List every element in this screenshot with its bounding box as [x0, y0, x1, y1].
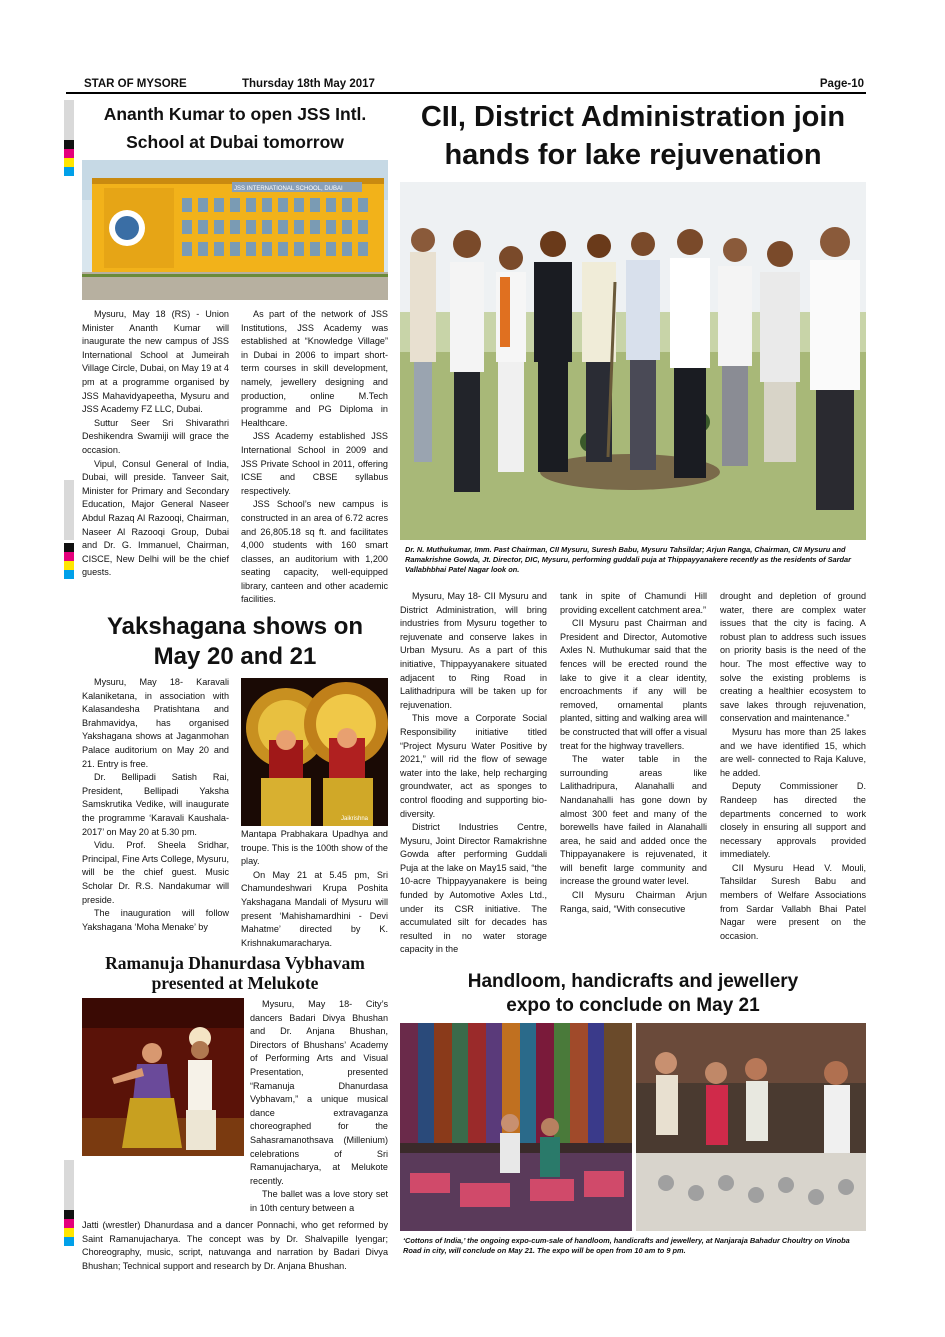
- paragraph: Mysuru, May 18- City’s dancers Badari Divya Bhushan and Dr. Anjana Bhushan, Directors of Bhushans’ Academy of Performing Arts and Visual Presentation, presented “Ramanuja Dhanurdasa Vybhavam,” a unique musical dance extravaganza choreographed for the Sahasramanothsava (Millenium) celebrations of Sri Ramanujacharya, at Melukote recently.: [250, 999, 388, 1186]
- handloom-headline: [400, 970, 866, 1018]
- jss-school-photo: [82, 160, 388, 300]
- paragraph: Mysuru has more than 25 lakes and we have identified 15, which are well- connected to Raja Kaluve, he added.: [720, 726, 866, 778]
- paragraph: Jatti (wrestler) Dhanurdasa and a dancer Ponnachi, who get reformed by Saint Ramanujacharya. The concept was by Dr. Shalvapille Iyengar; Choreography, music, script, natuvanga and narration by Badari Divya Bhushan; Technical support and research by Dr. Anjana Bhushan.: [82, 1220, 388, 1271]
- headline-line: School at Dubai tomorrow: [126, 132, 344, 152]
- paragraph: As part of the network of JSS Institutions, JSS Academy was established at “Knowledge Village” in Dubai in 2006 to impart short-term courses in skill development, namely, jewellery designing and production, online M.Tech programme and PG Diploma in Healthcare.: [241, 309, 388, 428]
- paragraph: tank in spite of Chamundi Hill providing excellent catchment area.”: [560, 591, 707, 615]
- paragraph: Deputy Commissioner D. Randeep has directed the departments concerned to work closely in ensuring all support and necessary approvals provided immediately.: [720, 781, 866, 860]
- headline-line: Ananth Kumar to open JSS Intl.: [103, 104, 367, 124]
- paragraph: JSS School’s new campus is constructed in an area of 6.72 acres and 26,805.18 sq ft. and facilitates 4,000 students with 160 smart classes, an auditorium with 1,200 seating capacity, well-equipped library, canteen and other academic facilities.: [241, 499, 388, 605]
- paragraph: This move a Corporate Social Responsibility initiative titled “Project Mysuru Water Positive by 2021,” will rid the flow of sewage water into the lake, help recharging groundwater, act as sponges to control flooding and supporting bio-diversity.: [400, 713, 547, 819]
- paragraph: JSS Academy established JSS International School in 2009 and JSS Private School in 2011, offering ICSE and CBSE syllabus respectively.: [241, 431, 388, 496]
- paragraph: Mysuru, May 18- Karavali Kalaniketana, in association with Kalasandesha Pratishtana and Brahmavidya, has organised Yakshagana shows at Jaganmohan Palace auditorium on May 20 and 21. Entry is free.: [82, 677, 229, 769]
- paragraph: Mantapa Prabhakara Upadhya and troupe. This is the 100th show of the play.: [241, 829, 388, 867]
- cii-headline: [400, 98, 866, 174]
- registration-marks-middle: [64, 543, 74, 579]
- headline-line: hands for lake rejuvenation: [444, 139, 822, 171]
- paragraph: District Industries Centre, Mysuru, Joint Director Ramakrishne Gowda after performing Guddali Puja at the lake on May15 said, “the 10-acre Thippayyanakere is being funded by Automotive Axles Ltd., under its CSR initiative. The accumulated silt for decades has resulted in no water storage capacity in the: [400, 822, 547, 955]
- print-margin-bar: [64, 100, 74, 140]
- headline-line: May 20 and 21: [153, 643, 317, 670]
- registration-marks-bottom: [64, 1210, 74, 1246]
- yakshagana-headline: [82, 612, 388, 672]
- cii-article-col2: [560, 590, 707, 916]
- headline-line: CII, District Administration join: [420, 101, 846, 133]
- yakshagana-article-col2: [241, 828, 388, 950]
- headline-line: presented at Melukote: [151, 973, 319, 993]
- jss-article-col1: [82, 308, 229, 580]
- headline-line: Handloom, handicrafts and jewellery: [467, 971, 799, 992]
- paragraph: drought and depletion of ground water, there are complex water issues that the city is facing. A robust plan to address such issues on priority basis is the need of the hour. The most effective way to solve the existing problems is creating a healthier ecosystem to save lakes through rejuvenation, conservation and maintenance.”: [720, 591, 866, 724]
- paper-name: STAR OF MYSORE: [84, 78, 187, 90]
- paragraph: The inauguration will follow Yakshagana ‘Moha Menake’ by: [82, 908, 229, 932]
- paragraph: Suttur Seer Sri Shivarathri Deshikendra Swamiji will grace the occasion.: [82, 417, 229, 455]
- jss-headline: [82, 100, 388, 156]
- paragraph: The ballet was a love story set in 10th century between a: [250, 1189, 388, 1213]
- photo-credit: Jaikrishna: [341, 816, 369, 822]
- print-margin-bar: [64, 1160, 74, 1210]
- paragraph: On May 21 at 5.45 pm, Sri Chamundeshwari Krupa Poshita Yakshagana Mandali of Mysuru will present ‘Mahishamardhini - Devi Mahatme’ directed by K. Krishnakumaracharya.: [241, 869, 388, 948]
- print-margin-bar: [64, 480, 74, 540]
- jewellery-stall-image: [636, 1023, 866, 1231]
- issue-date: Thursday 18th May 2017: [242, 78, 375, 90]
- ramanuja-headline: [82, 953, 388, 993]
- guddali-puja-image: [400, 182, 866, 540]
- cii-photo-caption: [405, 545, 863, 575]
- paragraph: Dr. Bellipadi Satish Rai, President, Bellipadi Yaksha Samskrutika Vedike, will inaugurate the programme ‘Karavali Kaushala-2017’ on May 20 at 5.30 pm.: [82, 772, 229, 837]
- paragraph: CII Mysuru Chairman Arjun Ranga, said, “With consecutive: [560, 890, 707, 914]
- school-sign: JSS INTERNATIONAL SCHOOL, DUBAI: [234, 186, 343, 192]
- headline-line: Yakshagana shows on: [106, 613, 364, 640]
- yakshagana-article-col1: [82, 676, 229, 934]
- cii-photo: [400, 182, 866, 540]
- paragraph: Mysuru, May 18- CII Mysuru and District Administration, will bring industries from Mysuru together to rejuvenate and conserve lakes in Urban Mysuru. As a part of this initiative, Thippayyanakere situated adjacent to Ring Road in Lalithadripura will be taken up for rejuvenation.: [400, 591, 547, 710]
- paragraph: CII Mysuru Head V. Mouli, Tahsildar Suresh Babu and members of Welfare Associations from Sardar Vallabh Bhai Patel Nagar were present on the occasion.: [720, 862, 866, 941]
- paragraph: Mysuru, May 18 (RS) - Union Minister Ananth Kumar will inaugurate the new campus of JSS International School at Jumeirah Village Circle, Dubai, on May 19 at 4 pm at a programme organised by JSS Mahavidyapeetha, Mysuru and JSS Academy FZ LLC, Dubai.: [82, 309, 229, 415]
- ramanuja-article-full: [82, 1219, 388, 1273]
- paragraph: The water table in the surrounding areas like Lalithadripura, Alanahalli and Nandanahalli has gone down by almost 300 feet and many of the borewells have failed in Alanahalli area, he said and added once the Thippayanakere is rejuvenated, it will benefit large community and increase the ground water level.: [560, 754, 707, 887]
- paragraph: Vipul, Consul General of India, Dubai, will preside. Tanveer Sait, Minister for Primary and Secondary Education, Major General Naseer Abdul Razaq Al Razooqi, Chairman, Naseer Al Razooqi Group, Dubai and Dr. G. Immanuel, Chairman, CISCE, New Delhi will be the chief guests.: [82, 458, 229, 578]
- jss-article-col2: [241, 308, 388, 607]
- yakshagana-photo: [241, 678, 388, 826]
- headline-line: expo to conclude on May 21: [506, 995, 760, 1016]
- ramanuja-photo: [82, 998, 244, 1156]
- cii-article-col1: [400, 590, 547, 957]
- saree-stall-image: [400, 1023, 632, 1231]
- handloom-photo-right: [636, 1023, 866, 1231]
- handloom-photo-caption: [403, 1236, 865, 1256]
- handloom-photo-left: [400, 1023, 632, 1231]
- school-building-image: [82, 160, 388, 300]
- registration-marks-top: [64, 140, 74, 176]
- page-number: Page-10: [819, 78, 864, 90]
- headline-line: Ramanuja Dhanurdasa Vybhavam: [105, 953, 365, 973]
- ramanuja-article-side: [250, 998, 388, 1216]
- masthead: [66, 78, 866, 94]
- paragraph: Vidu. Prof. Sheela Sridhar, Principal, Fine Arts College, Mysuru, will be the chief guest. Music Scholar Dr. R.S. Nandakumar will preside.: [82, 840, 229, 905]
- caption-text: ‘Cottons of India,’ the ongoing expo-cum-sale of handloom, handicrafts and jewellery, at Nanjaraja Bahadur Choultry on Vinoba Road in city, will conclude on May 21. The expo will be open from 10 am to 9 pm.: [403, 1236, 850, 1255]
- dance-performance-image: [82, 998, 244, 1156]
- yakshagana-performers-image: [241, 678, 388, 826]
- caption-text: Dr. N. Muthukumar, Imm. Past Chairman, CII Mysuru, Suresh Babu, Mysuru Tahsildar; Arjun Ranga, Chairman, CII Mysuru and Ramakrishne Gowda, Jt. Director, DIC, Mysuru, performing guddali puja at Thippayyanakere recently as the residents of Sardar Vallabhbhai Patel Nagar look on.: [405, 545, 852, 574]
- paragraph: CII Mysuru past Chairman and President and Director, Automotive Axles N. Muthukumar said that the fences will be erected round the lake to give it a clear identity, encroachments if any will be removed, ornamental plants planted, sitting and walking area will be constructed that will offer a visual treat for the highway travellers.: [560, 618, 707, 751]
- cii-article-col3: [720, 590, 866, 943]
